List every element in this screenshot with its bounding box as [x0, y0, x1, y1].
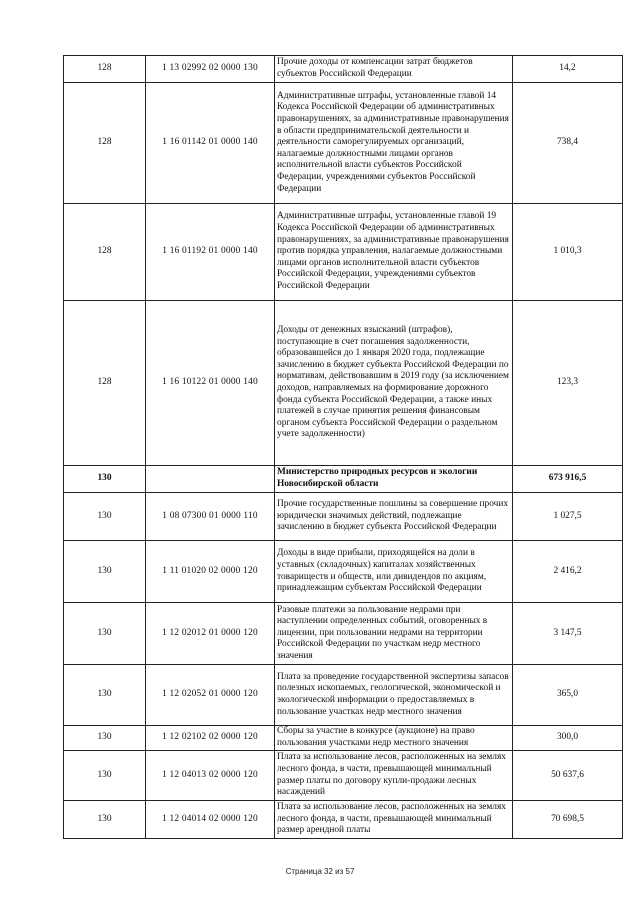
table-row: [64, 83, 623, 204]
admin-code-cell: 128: [64, 204, 146, 301]
amount-cell: 70 698,5: [513, 801, 623, 839]
ministry-header-row: [64, 466, 623, 493]
amount-cell: 365,0: [513, 665, 623, 726]
budget-code-cell: 1 12 04013 02 0000 120: [146, 751, 275, 801]
ministry-name-cell: Министерство природных ресурсов и экологии Новосибирской области: [275, 466, 513, 493]
admin-code-cell: 130: [64, 541, 146, 603]
amount-cell: 14,2: [513, 56, 623, 83]
admin-code-cell: 128: [64, 301, 146, 466]
budget-code-cell: 1 13 02992 02 0000 130: [146, 56, 275, 83]
revenue-name-cell: Плата за проведение государственной экспертизы запасов полезных ископаемых, геологической, экономической и экологической информации о предоставляемых в пользование участках недр местного значения: [275, 665, 513, 726]
admin-code-cell: 128: [64, 56, 146, 83]
revenue-name-cell: Доходы от денежных взысканий (штрафов), поступающие в счет погашения задолженности, образовавшейся до 1 января 2020 года, подлежащие зачислению в бюджет субъекта Российской Федерации по нормативам, действовавшим в 2019 году (за исключением доходов, направляемых на формирование дорожного фонда субъекта Российской Федерации, а также иных платежей в случае принятия решения финансовым органом субъекта Российской Федерации о раздельном учете задолженности): [275, 301, 513, 466]
admin-code-cell: 128: [64, 83, 146, 204]
budget-code-cell: 1 16 01192 01 0000 140: [146, 204, 275, 301]
table-row: [64, 726, 623, 751]
budget-code-cell: 1 12 04014 02 0000 120: [146, 801, 275, 839]
revenue-name-cell: Прочие государственные пошлины за совершение прочих юридически значимых действий, подлежащие зачислению в бюджет субъекта Российской Федерации: [275, 493, 513, 541]
amount-cell: 673 916,5: [513, 466, 623, 493]
amount-cell: 2 416,2: [513, 541, 623, 603]
table-row: [64, 665, 623, 726]
revenue-name-cell: Разовые платежи за пользование недрами при наступлении определенных событий, оговоренных в лицензии, при пользовании недрами на территории Российской Федерации по участкам недр местного значения: [275, 603, 513, 665]
revenue-name-cell: Плата за использование лесов, расположенных на землях лесного фонда, в части, превышающей минимальный размер арендной платы: [275, 801, 513, 839]
revenue-name-cell: Административные штрафы, установленные главой 14 Кодекса Российской Федерации об административных правонарушениях, за административные правонарушения в области предпринимательской деятельности и деятельности саморегулируемых организаций, налагаемые должностными лицами органов исполнительной власти субъектов Российской Федерации, учреждениями субъектов Российской Федерации: [275, 83, 513, 204]
revenue-name-cell: Плата за использование лесов, расположенных на землях лесного фонда, в части, превышающей минимальный размер платы по договору купли-продажи лесных насаждений: [275, 751, 513, 801]
amount-cell: 50 637,6: [513, 751, 623, 801]
revenue-name-cell: Сборы за участие в конкурсе (аукционе) на право пользования участками недр местного значения: [275, 726, 513, 751]
amount-cell: 3 147,5: [513, 603, 623, 665]
amount-cell: 123,3: [513, 301, 623, 466]
revenue-name-cell: Административные штрафы, установленные главой 19 Кодекса Российской Федерации об административных правонарушениях, за административные правонарушения против порядка управления, налагаемые должностными лицами органов исполнительной власти субъектов Российской Федерации, учреждениями субъектов Российской Федерации: [275, 204, 513, 301]
admin-code-cell: 130: [64, 665, 146, 726]
amount-cell: 1 027,5: [513, 493, 623, 541]
page-number: Страница 32 из 57: [285, 867, 355, 876]
table-row: [64, 204, 623, 301]
amount-cell: 1 010,3: [513, 204, 623, 301]
table-row: [64, 751, 623, 801]
budget-code-cell: 1 11 01020 02 0000 120: [146, 541, 275, 603]
budget-code-cell: [146, 466, 275, 493]
table-row: [64, 801, 623, 839]
amount-cell: 738,4: [513, 83, 623, 204]
admin-code-cell: 130: [64, 603, 146, 665]
budget-code-cell: 1 12 02102 02 0000 120: [146, 726, 275, 751]
revenue-name-cell: Доходы в виде прибыли, приходящейся на доли в уставных (складочных) капиталах хозяйственных товариществ и обществ, или дивидендов по акциям, принадлежащим субъектам Российской Федерации: [275, 541, 513, 603]
table-row: [64, 493, 623, 541]
budget-code-cell: 1 12 02052 01 0000 120: [146, 665, 275, 726]
admin-code-cell: 130: [64, 801, 146, 839]
revenue-name-cell: Прочие доходы от компенсации затрат бюджетов субъектов Российской Федерации: [275, 56, 513, 83]
admin-code-cell: 130: [64, 726, 146, 751]
table-row: [64, 541, 623, 603]
table-row: [64, 301, 623, 466]
budget-code-cell: 1 16 10122 01 0000 140: [146, 301, 275, 466]
table-row: [64, 603, 623, 665]
budget-code-cell: 1 12 02012 01 0000 120: [146, 603, 275, 665]
amount-cell: 300,0: [513, 726, 623, 751]
admin-code-cell: 130: [64, 751, 146, 801]
budget-code-cell: 1 16 01142 01 0000 140: [146, 83, 275, 204]
admin-code-cell: 130: [64, 493, 146, 541]
admin-code-cell: 130: [64, 466, 146, 493]
budget-code-cell: 1 08 07300 01 0000 110: [146, 493, 275, 541]
revenue-table: [63, 55, 623, 839]
table-row: [64, 56, 623, 83]
